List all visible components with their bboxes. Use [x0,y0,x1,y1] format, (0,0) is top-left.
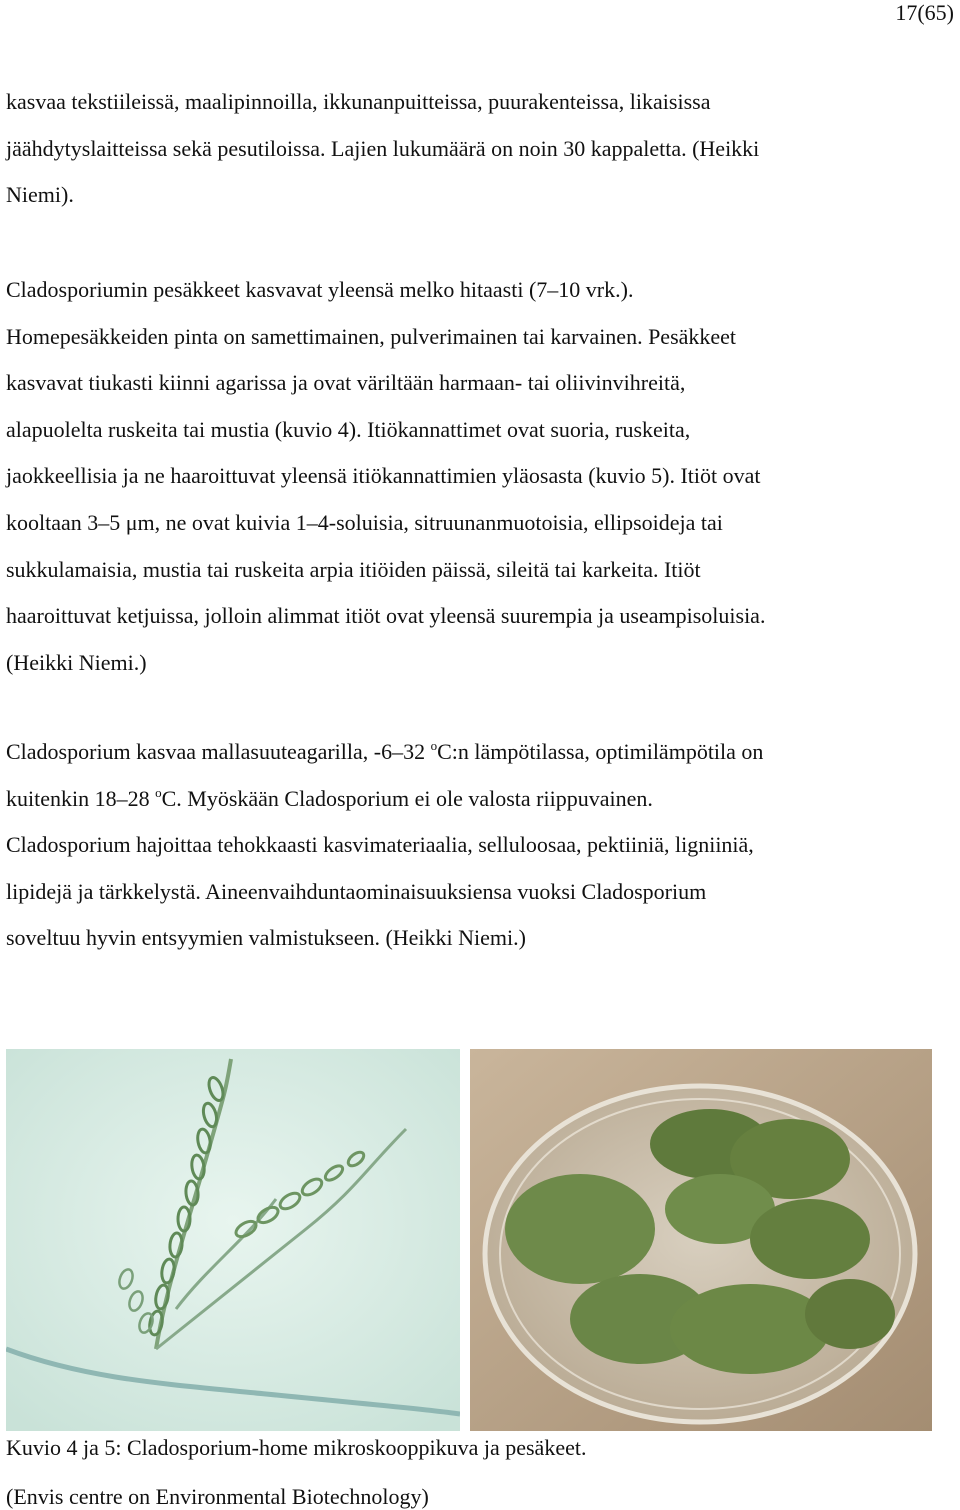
text-fragment: C. Myöskään Cladosporium ei ole valosta riippuvainen. [161,785,653,811]
degree-sign: o [430,738,438,753]
text-line: kasvaa tekstiileissä, maalipinnoilla, ikkunanpuitteissa, puurakenteissa, likaisissa [6,89,711,114]
text-line: alapuolelta ruskeita tai mustia (kuvio 4). Itiökannattimet ovat suoria, ruskeita, [6,416,691,442]
figure-source: (Envis centre on Environmental Biotechnology) [6,1484,429,1509]
text-line [6,776,951,823]
text-line: (Heikki Niemi.) [6,649,147,675]
petri-dish-illustration [470,1049,932,1431]
text-line: Homepesäkkeiden pinta on samettimainen, pulverimainen tai karvainen. Pesäkkeet [6,323,737,349]
text-fragment: Cladosporium kasvaa mallasuuteagarilla, -6–32 [6,739,431,764]
text-line: Cladosporiumin pesäkkeet kasvavat yleensä melko hitaasti (7–10 vrk.). [6,277,634,302]
text-line: Niemi). [6,182,74,208]
text-line: jäähdytyslaitteissa sekä pesutiloissa. Lajien lukumäärä on noin 30 kappaletta. (Heikki [6,135,760,161]
degree-sign: o [155,784,162,800]
microscope-background [6,1049,460,1431]
text-line [6,729,951,776]
microscope-image [6,1049,460,1431]
text-line: jaokkeellisia ja ne haaroittuvat yleensä itiökannattimien yläosasta (kuvio 5). Itiöt ovat [6,463,761,489]
text-line: Cladosporium hajoittaa tehokkaasti kasvimateriaalia, selluloosaa, pektiiniä, ligniiniä, [6,832,754,858]
text-line: lipidejä ja tärkkelystä. Aineenvaihduntaominaisuuksiensa vuoksi Cladosporium [6,878,707,904]
page-number: 17(65) [895,0,954,25]
paragraph-1 [6,79,951,219]
microscope-illustration [6,1049,460,1431]
text-fragment: C:n lämpötilassa, optimilämpötila on [437,739,764,764]
text-line: soveltuu hyvin entsyymien valmistukseen. (Heikki Niemi.) [6,925,526,951]
text-line: kooltaan 3–5 μm, ne ovat kuivia 1–4-soluisia, sitruunanmuotoisia, ellipsoideja tai [6,509,723,535]
text-line: sukkulamaisia, mustia tai ruskeita arpia itiöiden päissä, sileitä tai karkeita. Itiöt [6,556,701,582]
text-fragment: kuitenkin 18–28 [6,785,156,811]
text-line: haaroittuvat ketjuissa, jolloin alimmat itiöt ovat yleensä suurempia ja useampisoluisia. [6,603,766,629]
text-line: kasvavat tiukasti kiinni agarissa ja ovat väriltään harmaan- tai oliivinvihreitä, [6,370,686,396]
petri-dish-image [470,1049,932,1431]
paragraph-2 [6,267,951,686]
paragraph-3 [6,729,951,962]
figure-caption: Kuvio 4 ja 5: Cladosporium-home mikroskooppikuva ja pesäkeet. [6,1435,587,1460]
